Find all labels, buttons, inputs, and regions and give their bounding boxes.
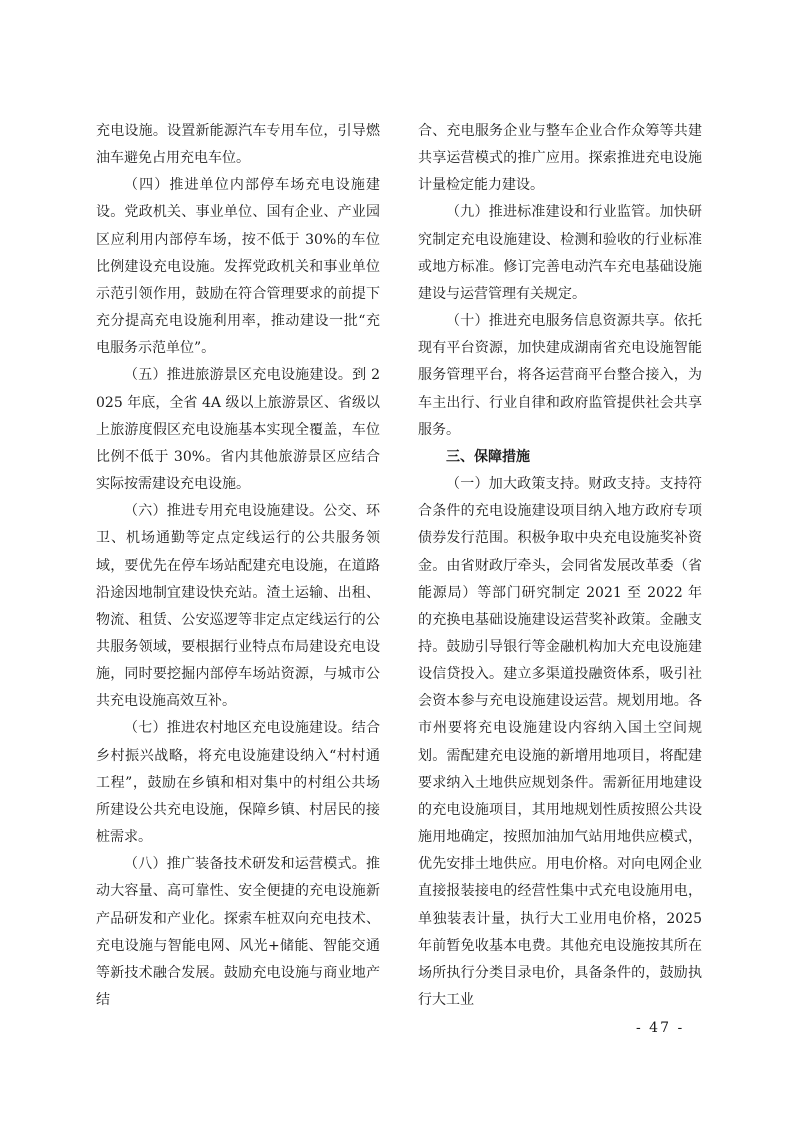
paragraph: （八）推广装备技术研发和运营模式。推动大容量、高可靠性、安全便捷的充电设施新产品研发和产业化。探索车桩双向充电技术、充电设施与智能电网、风光+储能、智能交通等新技术融合发展。鼓励充电设施与商业地产结 — [96, 856, 380, 1008]
paragraph: 合、充电服务企业与整车企业合作众筹等共建共享运营模式的推广应用。探索推进充电设施计量检定能力建设。 — [418, 123, 702, 194]
paragraph: （六）推进专用充电设施建设。公交、环卫、机场通勤等定点定线运行的公共服务领域，要优先在停车场站配建充电设施，在道路沿途因地制宜建设快充站。渣土运输、出租、物流、租赁、公安巡逻等非定点定线运行的公共服务领域，要根据行业特点布局建设充电设施，同时要挖掘内部停车场站资源，与城市公共充电设施高效互补。 — [96, 503, 380, 710]
section-heading: 三、保障措施 — [446, 448, 530, 465]
paragraph: （十）推进充电服务信息资源共享。依托现有平台资源，加快建成湖南省充电设施智能服务管理平台，将各运营商平台整合接入，为车主出行、行业自律和政府监管提供社会共享服务。 — [418, 313, 702, 438]
paragraph: （一）加大政策支持。财政支持。支持符合条件的充电设施建设项目纳入地方政府专项债券发行范围。积极争取中央充电设施奖补资金。由省财政厅牵头，会同省发展改革委（省能源局）等部门研究制定 2021 至 2022 年的充换电基础设施建设运营奖补政策。金融支持。鼓励引导银行等金融机构加大充电设施建设信贷投入。建立多渠道投融资体系，吸引社会资本参与充电设施建设运营。规划用地。各市州要将充电设施建设内容纳入国土空间规划。需配建充电设施的新增用地项目，将配建要求纳入土地供应规划条件。需新征用地建设的充电设施项目，其用地规划性质按照公共设施用地确定，按照加油加气站用地供应模式，优先安排土地供应。用电价格。对向电网企业直接报装接电的经营性集中式充电设施用电，单独装表计量，执行大工业用电价格，2025 年前暂免收基本电费。其他充电设施按其所在场所执行分类目录电价，具备条件的，鼓励执行大工业 — [418, 476, 702, 1008]
paragraph: 充电设施。设置新能源汽车专用车位，引导燃油车避免占用充电车位。 — [96, 123, 380, 167]
paragraph: （五）推进旅游景区充电设施建设。到 2025 年底，全省 4A 级以上旅游景区、省级以上旅游度假区充电设施基本实现全覆盖，车位比例不低于 30%。省内其他旅游景区应结合实际按需建设充电设施。 — [96, 367, 380, 493]
page-number: - 47 - — [636, 1020, 685, 1036]
paragraph: （九）推进标准建设和行业监管。加快研究制定充电设施建设、检测和验收的行业标准或地方标准。修订完善电动汽车充电基础设施建设与运营管理有关规定。 — [418, 204, 702, 302]
left-column — [96, 118, 380, 1014]
paragraph: （七）推进农村地区充电设施建设。结合乡村振兴战略，将充电设施建设纳入“村村通工程”，鼓励在乡镇和相对集中的村组公共场所建设公共充电设施，保障乡镇、村居民的接桩需求。 — [96, 720, 380, 846]
paragraph: （四）推进单位内部停车场充电设施建设。党政机关、事业单位、国有企业、产业园区应利用内部停车场，按不低于 30%的车位比例建设充电设施。发挥党政机关和事业单位示范引领作用，鼓励在符合管理要求的前提下充分提高充电设施利用率，推动建设一批“充电服务示范单位”。 — [96, 177, 380, 357]
right-column — [418, 118, 702, 1014]
